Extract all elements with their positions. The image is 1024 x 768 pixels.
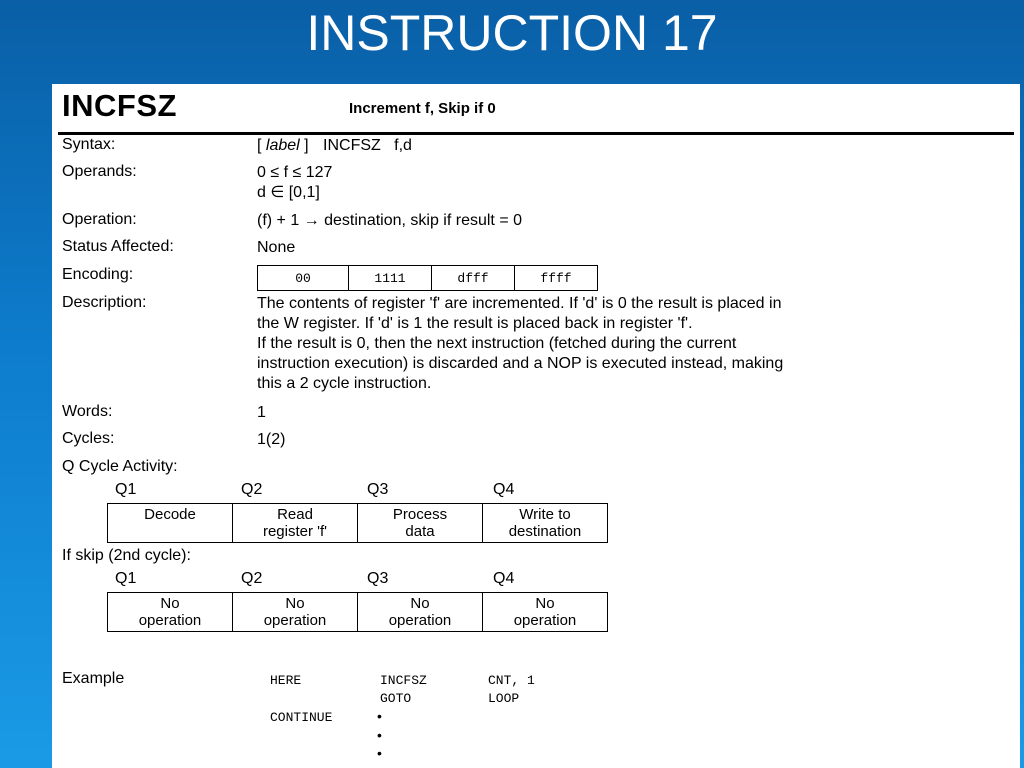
q-header: Q3 — [367, 570, 389, 587]
description-line: this a 2 cycle instruction. — [257, 375, 432, 392]
operation-value: (f) + 1 → destination, skip if result = 0 — [257, 212, 523, 229]
description-line: The contents of register 'f' are incremented. If 'd' is 0 the result is placed in — [257, 295, 782, 312]
q-cell-line: No — [160, 595, 180, 612]
q-cell-line: Read — [277, 506, 313, 523]
q-cell-line: Decode — [144, 506, 196, 523]
cycles-value: 1(2) — [257, 431, 286, 448]
q-header: Q2 — [241, 570, 263, 587]
mnemonic-heading: INCFSZ — [62, 88, 177, 123]
encoding-label: Encoding: — [62, 266, 134, 283]
syntax-label-word: label — [265, 137, 300, 154]
q-cell-line: No — [285, 595, 305, 612]
q-cell-line: No — [535, 595, 555, 612]
q-header: Q4 — [493, 570, 515, 587]
q-cell-line: operation — [263, 612, 327, 629]
q-cell-line: operation — [388, 612, 452, 629]
operands-line-1: 0 ≤ f ≤ 127 — [257, 164, 333, 181]
encoding-cell: ffff — [515, 266, 598, 291]
description-line: instruction execution) is discarded and a NOP is executed instead, making — [257, 355, 784, 372]
operation-label: Operation: — [62, 211, 137, 228]
q-header: Q4 — [493, 481, 515, 498]
example-code: CONTINUE — [270, 710, 333, 725]
example-code: GOTO — [380, 691, 412, 706]
syntax-label: Syntax: — [62, 136, 116, 153]
q-cell — [108, 593, 233, 632]
q-header: Q1 — [115, 481, 137, 498]
encoding-cell: 1111 — [349, 266, 432, 291]
example-code: LOOP — [488, 691, 520, 706]
heading-rule — [58, 132, 1014, 135]
q-cell-line — [108, 523, 232, 540]
status-label: Status Affected: — [62, 238, 174, 255]
operands-label: Operands: — [62, 163, 137, 180]
words-value: 1 — [257, 404, 266, 421]
skip-label: If skip (2nd cycle): — [62, 547, 191, 564]
q-cycle-table — [107, 503, 608, 543]
instruction-summary: Increment f, Skip if 0 — [349, 100, 496, 117]
description-line: If the result is 0, then the next instruction (fetched during the current — [257, 335, 737, 352]
cycles-label: Cycles: — [62, 430, 115, 447]
q-cell — [358, 593, 483, 632]
q-header: Q3 — [367, 481, 389, 498]
q-cell — [483, 593, 608, 632]
q-cell — [233, 593, 358, 632]
encoding-cell: 00 — [258, 266, 349, 291]
instruction-panel — [52, 84, 1020, 768]
q-cell — [483, 504, 608, 543]
syntax-open-bracket: [ — [257, 137, 266, 154]
slide-title: INSTRUCTION 17 — [306, 5, 718, 61]
q-header: Q2 — [241, 481, 263, 498]
q-cell — [233, 504, 358, 543]
q-cell-line: destination — [508, 523, 582, 540]
q-cell — [108, 504, 233, 543]
q-cell-line: operation — [138, 612, 202, 629]
syntax-close-bracket: ] — [299, 137, 309, 154]
skip-table — [107, 592, 608, 632]
syntax-rest: INCFSZ f,d — [323, 137, 412, 154]
syntax-value — [257, 136, 412, 156]
q-cell-line: No — [410, 595, 430, 612]
q-cell-line: data — [405, 523, 435, 540]
example-code: CNT, 1 — [488, 673, 535, 688]
q-cell-line: register 'f' — [262, 523, 328, 540]
example-label: Example — [62, 670, 125, 687]
description-text — [257, 294, 1007, 394]
description-label: Description: — [62, 294, 147, 311]
description-line: the W register. If 'd' is 1 the result is placed back in register 'f'. — [257, 315, 693, 332]
q-cell — [358, 504, 483, 543]
example-code: INCFSZ — [380, 673, 427, 688]
q-header: Q1 — [115, 570, 137, 587]
q-cell-line: Write to — [519, 506, 571, 523]
encoding-table — [257, 265, 598, 291]
example-code: HERE — [270, 673, 302, 688]
encoding-cell: dfff — [432, 266, 515, 291]
q-cycle-label: Q Cycle Activity: — [62, 458, 178, 475]
words-label: Words: — [62, 403, 113, 420]
example-bullet: • — [377, 708, 382, 724]
q-cell-line: Process — [392, 506, 448, 523]
q-cell-line: operation — [513, 612, 577, 629]
example-bullet: • — [377, 745, 382, 761]
operands-line-2: d ∈ [0,1] — [257, 184, 320, 201]
example-bullet: • — [377, 727, 382, 743]
status-value: None — [257, 239, 296, 256]
